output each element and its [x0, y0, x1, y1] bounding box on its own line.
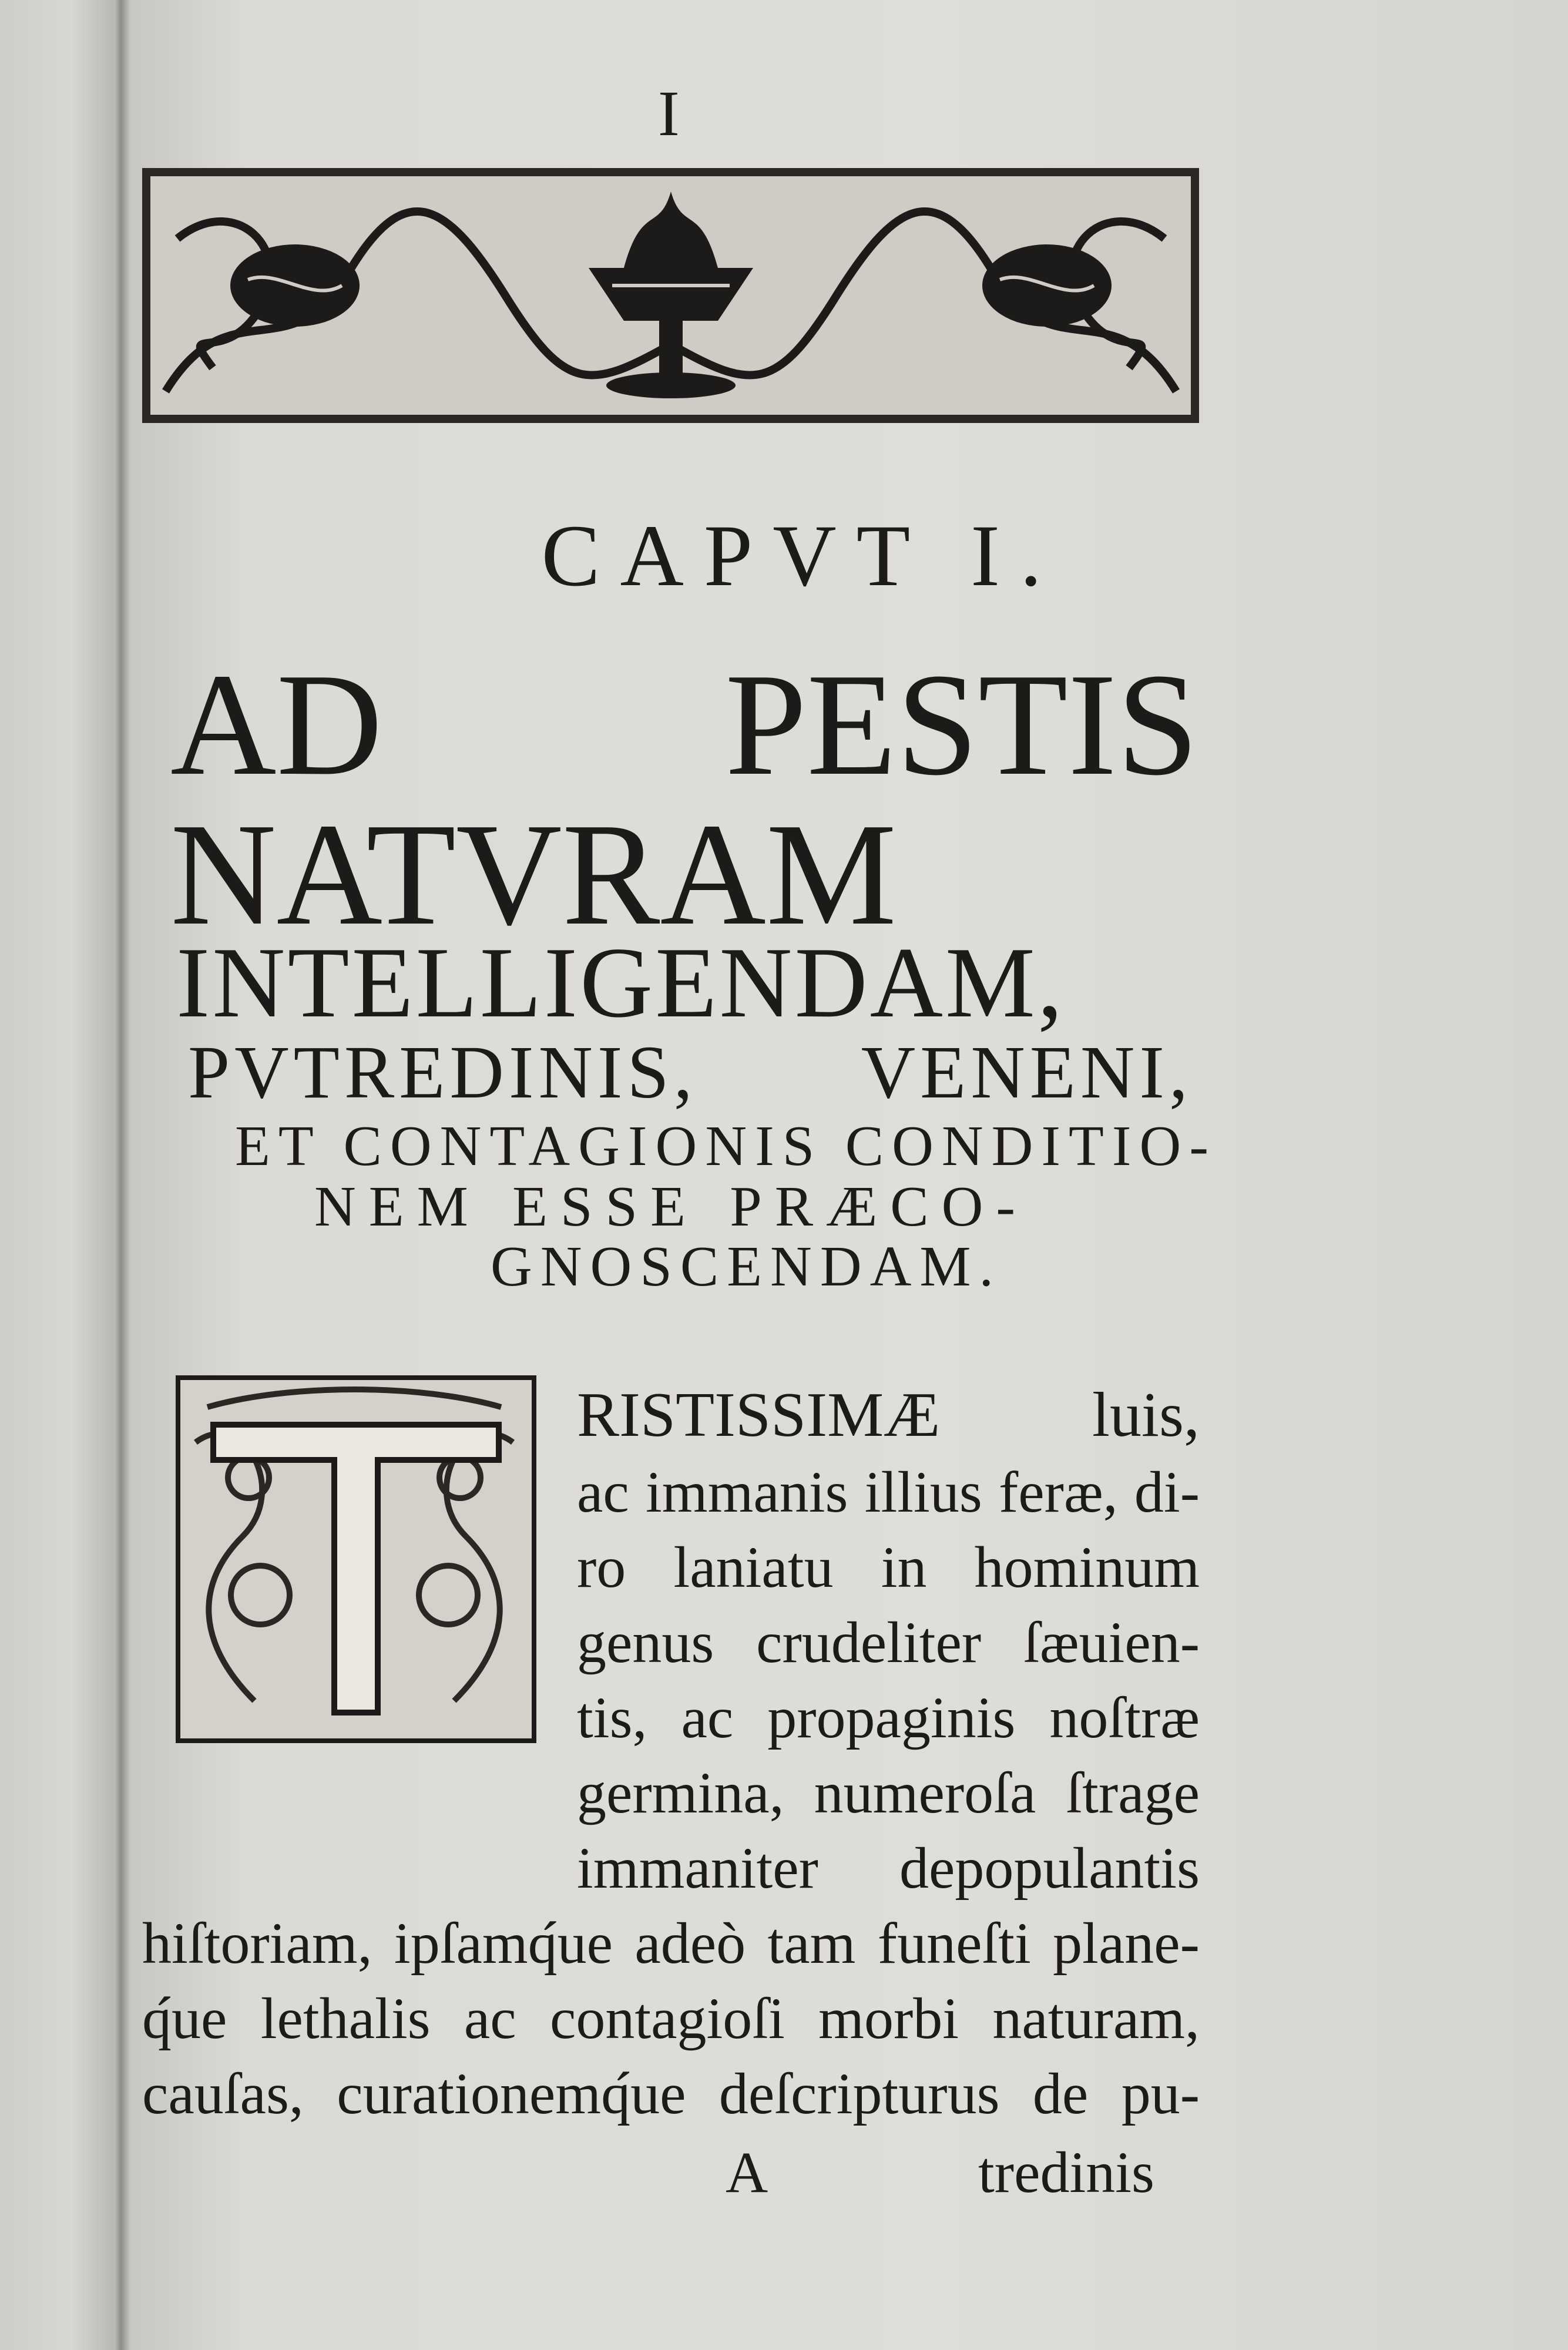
title-line: PVTREDINIS, VENENI,: [188, 1030, 1193, 1114]
title-line: AD PESTIS: [170, 643, 1198, 806]
body-line: immaniter depopulantis: [577, 1835, 1200, 1901]
body-line: hiſtoriam, ipſamq́ue adeò tam funeſti plane-: [142, 1911, 1200, 1976]
body-line: ro laniatu in hominum: [577, 1535, 1200, 1600]
page-number: I: [658, 78, 680, 149]
title-line: GNOSCENDAM.: [491, 1235, 1002, 1298]
chapter-heading: CAPVT I.: [541, 507, 1062, 605]
body-line: cauſas, curationemq́ue deſcripturus de pu-: [142, 2061, 1200, 2126]
body-line: genus crudeliter ſæuien-: [577, 1610, 1200, 1675]
title-line: NATVRAM: [170, 793, 897, 956]
woodcut-headpiece-ornament: [142, 168, 1199, 423]
body-line: RISTISSIMÆ luis,: [577, 1380, 1200, 1450]
title-line: NEM ESSE PRÆCO-: [314, 1175, 1028, 1238]
decorated-initial-letter: [172, 1372, 540, 1747]
title-line: INTELLIGENDAM,: [176, 927, 1065, 1039]
catchword: tredinis: [978, 2140, 1154, 2205]
signature-mark: A: [726, 2140, 768, 2205]
body-line: q́ue lethalis ac contagioſi morbi naturam,: [142, 1986, 1200, 2051]
body-line: tis, ac propaginis noſtræ: [577, 1685, 1200, 1750]
body-line: ac immanis illius feræ, di-: [577, 1459, 1200, 1525]
title-line: ET CONTAGIONIS CONDITIO-: [235, 1114, 1217, 1178]
body-line: germina, numeroſa ſtrage: [577, 1760, 1200, 1825]
